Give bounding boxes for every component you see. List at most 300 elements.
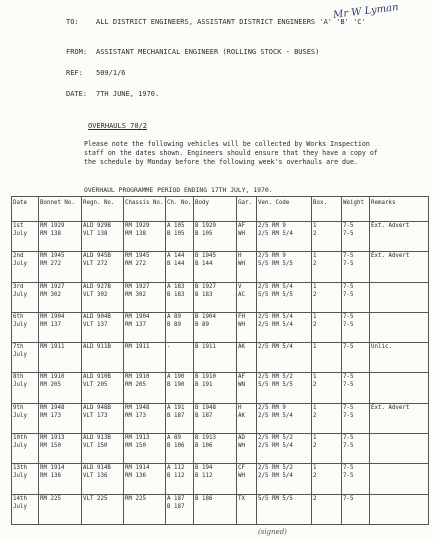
cell-line: B 187 [167, 412, 185, 419]
ref-value: 509/1/6 [96, 69, 126, 77]
cell-line [371, 283, 427, 291]
table-cell [237, 343, 257, 373]
cell-line: 7-5 [343, 465, 354, 472]
cell-line: RM 1910 [40, 374, 65, 381]
cell-line: AF [238, 223, 245, 229]
cell-line: RM 1948 [40, 404, 65, 411]
cell-line: 2 [313, 473, 317, 480]
table-cell [82, 252, 124, 282]
date-value: 7TH JUNE, 1970. [96, 90, 160, 98]
table-body [12, 222, 429, 525]
cell-line: RM 1927 [40, 283, 65, 290]
cell-line: A 105 [167, 223, 185, 229]
table-cell [257, 464, 312, 494]
cell-line: A 183 [167, 283, 185, 290]
cell-line: 2 [313, 382, 317, 389]
table-cell [312, 464, 342, 494]
cell-line: Ext. Advert [371, 253, 410, 260]
to-value: ALL DISTRICT ENGINEERS, ASSISTANT DISTRICT ENGINEERS 'A' 'B' 'C' [96, 18, 366, 26]
cell-line: VLT 138 [83, 231, 108, 237]
column-header: Box. [312, 197, 342, 222]
table-cell [39, 373, 82, 403]
table-cell [312, 373, 342, 403]
date-cell: 10th July [12, 434, 39, 464]
cell-line: CF [238, 465, 245, 472]
cell-line: B 1911 [195, 344, 216, 351]
cell-line: Unlic. [371, 344, 392, 351]
table-cell [39, 282, 82, 312]
table-cell [237, 373, 257, 403]
cell-line: B 89 [195, 321, 209, 328]
cell-line: B 112 [195, 473, 213, 480]
cell-line: 5/5 RM 5/5 [258, 495, 293, 502]
cell-line: 2 [313, 443, 317, 450]
cell-line: 2 [313, 412, 317, 419]
date-cell: 3rd July [12, 282, 39, 312]
cell-line: 1 [313, 435, 317, 442]
table-cell [237, 222, 257, 252]
table-cell [82, 373, 124, 403]
signature: (signed) [258, 528, 287, 536]
cell-line: ALD 914B [83, 465, 111, 472]
cell-line: RM 302 [125, 291, 146, 298]
table-cell [124, 222, 166, 252]
cell-line: VLT 136 [83, 473, 108, 480]
cell-line: A 191 [167, 404, 185, 411]
cell-line: B 1913 [195, 435, 216, 442]
cell-line: RM 137 [125, 321, 146, 328]
cell-line: 1 [313, 404, 317, 411]
table-cell [342, 343, 370, 373]
cell-line: RM 1911 [40, 344, 65, 351]
cell-line: 2/5 RM 5/2 [258, 435, 293, 442]
cell-line: 1 [313, 374, 317, 381]
table-cell [39, 222, 82, 252]
overhaul-schedule-table [11, 196, 429, 525]
table-cell [39, 252, 82, 282]
cell-line: ALD 948B [83, 404, 111, 411]
table-cell [237, 403, 257, 433]
table-cell [166, 312, 194, 342]
table-cell [312, 434, 342, 464]
cell-line [83, 503, 122, 511]
table-cell [237, 252, 257, 282]
cell-line: ALD 904B [83, 313, 111, 320]
table-cell [194, 343, 237, 373]
cell-line: A 190 [167, 374, 185, 381]
cell-line: 2/5 RM 9 [258, 253, 286, 260]
cell-line: B 1927 [195, 283, 216, 290]
date-cell: 13th July [12, 464, 39, 494]
cell-line: A 144 [167, 253, 185, 260]
cell-line: A 112 [167, 465, 185, 472]
column-header: Weight [342, 197, 370, 222]
cell-line: B 187 [195, 412, 213, 419]
cell-line: 7-5 [343, 495, 354, 502]
cell-line: WH [238, 443, 245, 450]
table-cell [342, 494, 370, 524]
cell-line: RM 1913 [125, 435, 150, 442]
cell-line: WH [238, 231, 245, 237]
subject-heading: OVERHAULS 70/2 [88, 122, 148, 130]
cell-line [371, 313, 427, 321]
table-cell [237, 494, 257, 524]
table-cell [342, 252, 370, 282]
table-cell [166, 252, 194, 282]
cell-line: 1 [313, 253, 317, 260]
table-cell [82, 403, 124, 433]
cell-line: B 191 [195, 382, 213, 389]
cell-line: Ext. Advert [371, 404, 410, 411]
cell-line: 7-5 [343, 435, 354, 442]
table-row [12, 464, 429, 494]
cell-line: RM 136 [125, 473, 146, 480]
table-cell [342, 222, 370, 252]
cell-line: RM 1927 [125, 283, 150, 290]
cell-line: 2/5 RM 5/4 [258, 412, 293, 419]
date-cell: 9th July [12, 403, 39, 433]
table-cell [237, 282, 257, 312]
table-cell [237, 312, 257, 342]
cell-line: AK [238, 412, 245, 419]
table-cell [312, 222, 342, 252]
table-cell [194, 282, 237, 312]
handwritten-note: Mr W Lyman [332, 2, 400, 21]
table-cell [194, 464, 237, 494]
cell-line: B 106 [195, 443, 213, 450]
cell-line: RM 302 [40, 291, 61, 298]
cell-line: VLT 272 [83, 261, 108, 268]
table-cell [166, 403, 194, 433]
column-header: Ch. No. [166, 197, 194, 222]
table-cell [370, 373, 429, 403]
cell-line: A 89 [167, 313, 181, 320]
cell-line: B 183 [195, 291, 213, 298]
table-cell [342, 403, 370, 433]
table-cell [194, 312, 237, 342]
table-cell [194, 252, 237, 282]
table-cell [82, 464, 124, 494]
table-cell [257, 282, 312, 312]
cell-line: B 144 [195, 261, 213, 268]
cell-line: RM 136 [40, 473, 61, 480]
column-header: Date [12, 197, 39, 222]
cell-line: B 112 [167, 473, 185, 480]
cell-line: 2 [313, 321, 317, 328]
cell-line: 7-5 [343, 313, 354, 320]
column-header: Chassis No. [124, 197, 166, 222]
cell-line: RM 1945 [40, 253, 65, 260]
cell-line [371, 291, 427, 299]
cell-line [371, 321, 427, 329]
cell-line: B 105 [167, 231, 185, 237]
cell-line: RM 150 [125, 443, 146, 450]
table-cell [312, 403, 342, 433]
cell-line: 2/5 RM 5/4 [258, 473, 293, 480]
cell-line: 7-5 [343, 404, 354, 411]
cell-line [258, 503, 310, 511]
cell-line: FH [238, 313, 245, 320]
cell-line: 7-5 [343, 223, 354, 229]
cell-line: 7-5 [343, 344, 354, 351]
cell-line: RM 225 [40, 495, 61, 502]
table-cell [82, 222, 124, 252]
cell-line: RM 1929 [125, 223, 150, 229]
table-cell [194, 494, 237, 524]
cell-line [40, 503, 80, 511]
table-row [12, 403, 429, 433]
table-cell [124, 434, 166, 464]
table-cell [194, 434, 237, 464]
table-cell [166, 222, 194, 252]
cell-line [371, 260, 427, 268]
cell-line: H [238, 253, 242, 260]
table-cell [257, 434, 312, 464]
cell-line: VLT 173 [83, 412, 108, 419]
cell-line: TX [238, 495, 245, 502]
table-cell [39, 343, 82, 373]
table-cell [124, 403, 166, 433]
table-cell [312, 282, 342, 312]
table-cell [166, 343, 194, 373]
cell-line: RM 272 [40, 261, 61, 268]
cell-line: 7-5 [343, 443, 354, 450]
table-cell [257, 312, 312, 342]
cell-line: RM 173 [40, 412, 61, 419]
cell-line [238, 503, 255, 511]
cell-line: ALD 929B [83, 223, 111, 229]
column-header: Remarks [370, 197, 429, 222]
cell-line: 7-5 [343, 231, 354, 237]
table-cell [82, 494, 124, 524]
cell-line [371, 503, 427, 511]
table-row [12, 222, 429, 252]
cell-line: 2 [313, 231, 317, 237]
cell-line: 1 [313, 283, 317, 290]
table-cell [312, 343, 342, 373]
table-cell [39, 312, 82, 342]
cell-line: RM 1914 [40, 465, 65, 472]
cell-line: 2 [313, 495, 317, 502]
cell-line [125, 503, 164, 511]
cell-line: RM 205 [125, 382, 146, 389]
table-cell [82, 343, 124, 373]
cell-line: VLT 205 [83, 382, 108, 389]
cell-line: RM 1929 [40, 223, 65, 229]
cell-line: B 194 [195, 465, 213, 472]
table-cell [39, 494, 82, 524]
cell-line: ALD 945B [83, 253, 111, 260]
table-cell [82, 282, 124, 312]
cell-line [371, 434, 427, 442]
table-cell [257, 343, 312, 373]
table-cell [124, 343, 166, 373]
cell-line: 2/5 RM 5/2 [258, 465, 293, 472]
to-label: TO: [66, 18, 79, 26]
cell-line: AF [238, 374, 245, 381]
table-cell [124, 464, 166, 494]
table-row [12, 434, 429, 464]
table-cell [342, 464, 370, 494]
table-cell [194, 373, 237, 403]
table-cell [342, 373, 370, 403]
table-header-row [12, 197, 429, 222]
table-cell [166, 494, 194, 524]
cell-line: RM 138 [125, 231, 146, 237]
table-cell [124, 282, 166, 312]
table-cell [166, 282, 194, 312]
date-cell: 8th July [12, 373, 39, 403]
cell-line: AK [238, 344, 245, 351]
cell-line: H [238, 404, 242, 411]
cell-line: 2/5 RM 5/4 [258, 344, 293, 351]
cell-line: AD [238, 435, 245, 442]
cell-line: VLT 302 [83, 291, 108, 298]
table-cell [124, 252, 166, 282]
cell-line: VLT 150 [83, 443, 108, 450]
cell-line: RM 225 [125, 495, 146, 502]
table-cell [194, 222, 237, 252]
table-cell [312, 312, 342, 342]
table-row [12, 373, 429, 403]
table-row [12, 343, 429, 373]
cell-line: B 187 [167, 503, 185, 510]
from-label: FROM: [66, 48, 88, 56]
cell-line [371, 412, 427, 420]
cell-line: ALD 913B [83, 435, 111, 442]
cell-line: 5/5 RM 5/5 [258, 291, 293, 298]
cell-line: ALD 911B [83, 344, 111, 351]
cell-line [343, 503, 368, 511]
table-cell [82, 312, 124, 342]
table-cell [370, 403, 429, 433]
table-cell [82, 434, 124, 464]
table-cell [257, 403, 312, 433]
cell-line: 7-5 [343, 291, 354, 298]
table-cell [257, 252, 312, 282]
table-cell [370, 282, 429, 312]
cell-line: 7-5 [343, 261, 354, 268]
table-cell [342, 312, 370, 342]
date-cell: 6th July [12, 312, 39, 342]
cell-line [371, 230, 427, 238]
cell-line: WN [238, 382, 245, 389]
cell-line: 7-5 [343, 253, 354, 260]
cell-line: 2 [313, 261, 317, 268]
table-cell [237, 464, 257, 494]
cell-line: B 1904 [195, 313, 216, 320]
cell-line: 7-5 [343, 473, 354, 480]
cell-line: - [167, 344, 171, 351]
cell-line: 2/5 RM 5/4 [258, 443, 293, 450]
cell-line: B 105 [195, 231, 213, 237]
table-cell [39, 434, 82, 464]
table-cell [194, 403, 237, 433]
table-cell [166, 434, 194, 464]
cell-line [371, 381, 427, 389]
cell-line: 2/5 RM 5/2 [258, 374, 293, 381]
cell-line: RM 173 [125, 412, 146, 419]
table-cell [166, 464, 194, 494]
table-row [12, 494, 429, 524]
cell-line: RM 1914 [125, 465, 150, 472]
cell-line: 7-5 [343, 374, 354, 381]
table-cell [124, 312, 166, 342]
cell-line: B 1948 [195, 404, 216, 411]
cell-line [371, 373, 427, 381]
table-cell [342, 282, 370, 312]
table-cell [124, 494, 166, 524]
ref-label: REF: [66, 69, 83, 77]
cell-line: A 187 [167, 495, 185, 502]
table-cell [124, 373, 166, 403]
table-cell [257, 222, 312, 252]
cell-line: V [238, 283, 242, 290]
table-row [12, 312, 429, 342]
cell-line: 2/5 RM 9 [258, 223, 286, 229]
cell-line: RM 205 [40, 382, 61, 389]
cell-line: RM 137 [40, 321, 61, 328]
cell-line: B 183 [167, 291, 185, 298]
column-header: Ven. Code [257, 197, 312, 222]
cell-line: B 106 [167, 443, 185, 450]
cell-line: 7-5 [343, 321, 354, 328]
table-cell [257, 373, 312, 403]
date-label: DATE: [66, 90, 88, 98]
cell-line: WH [238, 321, 245, 328]
cell-line: RM 1945 [125, 253, 150, 260]
table-cell [237, 434, 257, 464]
cell-line: B 190 [167, 382, 185, 389]
cell-line: B 89 [167, 321, 181, 328]
table-cell [342, 434, 370, 464]
date-cell: 1st July [12, 222, 39, 252]
table-cell [370, 494, 429, 524]
cell-line: WH [238, 473, 245, 480]
cell-line [313, 503, 340, 511]
table-cell [370, 343, 429, 373]
column-header: Regn. No. [82, 197, 124, 222]
table-cell [312, 494, 342, 524]
cell-line: RM 1948 [125, 404, 150, 411]
body-paragraph: Please note the following vehicles will be collected by Works Inspection staff on the dates shown. Engineers should ensure that they have a copy of the schedule by Monday before the following week's overhauls are due. [84, 140, 378, 166]
cell-line: 7-5 [343, 412, 354, 419]
cell-line [371, 442, 427, 450]
cell-line: A 89 [167, 435, 181, 442]
cell-line: B 186 [195, 495, 213, 502]
table-cell [257, 494, 312, 524]
cell-line: RM 138 [40, 231, 61, 237]
column-header: Body [194, 197, 237, 222]
cell-line: B 1929 [195, 223, 216, 229]
cell-line: 2/5 RM 9 [258, 404, 286, 411]
cell-line: RM 150 [40, 443, 61, 450]
cell-line: 7-5 [343, 283, 354, 290]
table-cell [312, 252, 342, 282]
cell-line: 1 [313, 465, 317, 472]
programme-title: OVERHAUL PROGRAMME PERIOD ENDING 17TH JULY, 1970. [84, 186, 273, 194]
cell-line: ALD 927B [83, 283, 111, 290]
cell-line: VLT 225 [83, 495, 108, 502]
cell-line: 7-5 [343, 382, 354, 389]
cell-line [371, 495, 427, 503]
cell-line: RM 272 [125, 261, 146, 268]
cell-line: 2/5 RM 5/4 [258, 321, 293, 328]
cell-line: 1 [313, 223, 317, 229]
cell-line: B 1945 [195, 253, 216, 260]
table-cell [370, 252, 429, 282]
table-cell [39, 464, 82, 494]
